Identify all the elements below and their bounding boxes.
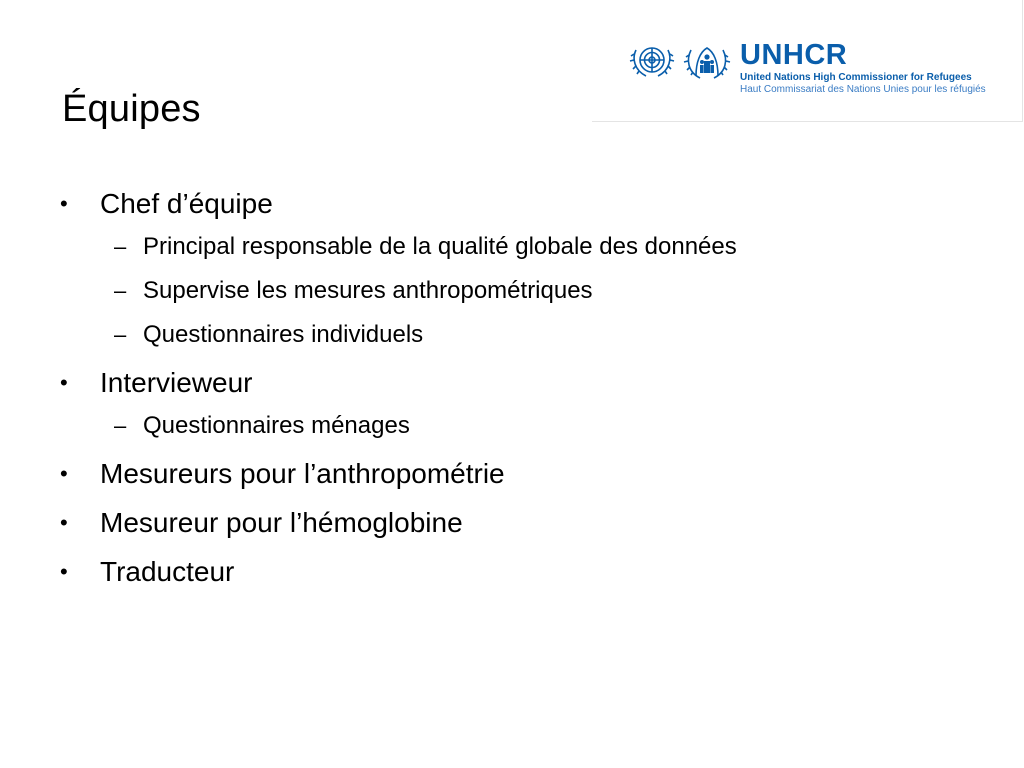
bullet-item bbox=[60, 365, 960, 443]
bullet-text: Chef d’équipe bbox=[100, 188, 273, 219]
bullet-text: Mesureur pour l’hémoglobine bbox=[100, 507, 463, 538]
bullet-text: Traducteur bbox=[100, 556, 235, 587]
sub-bullet-item bbox=[98, 409, 960, 443]
bullet-item bbox=[60, 505, 960, 541]
sub-bullet-list bbox=[100, 409, 960, 443]
unhcr-emblem-icon bbox=[682, 40, 732, 84]
sub-bullet-marker: – bbox=[114, 413, 127, 438]
bullet-text: Mesureurs pour l’anthropométrie bbox=[100, 458, 505, 489]
logo-subtitle-en: United Nations High Commissioner for Refugees bbox=[740, 72, 972, 83]
bullet-text: Intervieweur bbox=[100, 367, 253, 398]
sub-bullet-text: Principal responsable de la qualité globale des données bbox=[143, 233, 737, 260]
sub-bullet-marker: – bbox=[114, 278, 127, 303]
bullet-marker: • bbox=[60, 559, 68, 584]
slide-title: Équipes bbox=[62, 88, 201, 130]
bullet-marker: • bbox=[60, 191, 68, 216]
un-emblem-icon bbox=[628, 40, 676, 84]
logo-name: UNHCR bbox=[740, 39, 848, 71]
sub-bullet-marker: – bbox=[114, 322, 127, 347]
sub-bullet-text: Questionnaires ménages bbox=[143, 412, 410, 439]
sub-bullet-item bbox=[98, 230, 960, 264]
bullet-item bbox=[60, 456, 960, 492]
sub-bullet-text: Questionnaires individuels bbox=[143, 321, 424, 348]
bullet-item bbox=[60, 554, 960, 590]
bullet-item bbox=[60, 186, 960, 352]
sub-bullet-marker: – bbox=[114, 234, 127, 259]
bullet-list bbox=[60, 186, 960, 603]
logo-text bbox=[740, 40, 986, 96]
bullet-marker: • bbox=[60, 370, 68, 395]
logo-subtitle-fr: Haut Commissariat des Nations Unies pour les réfugiés bbox=[740, 84, 986, 95]
sub-bullet-text: Supervise les mesures anthropométriques bbox=[143, 277, 593, 304]
sub-bullet-list bbox=[100, 230, 960, 352]
sub-bullet-item bbox=[98, 318, 960, 352]
bullet-marker: • bbox=[60, 461, 68, 486]
bullet-marker: • bbox=[60, 510, 68, 535]
unhcr-logo bbox=[592, 0, 1023, 122]
sub-bullet-item bbox=[98, 274, 960, 308]
